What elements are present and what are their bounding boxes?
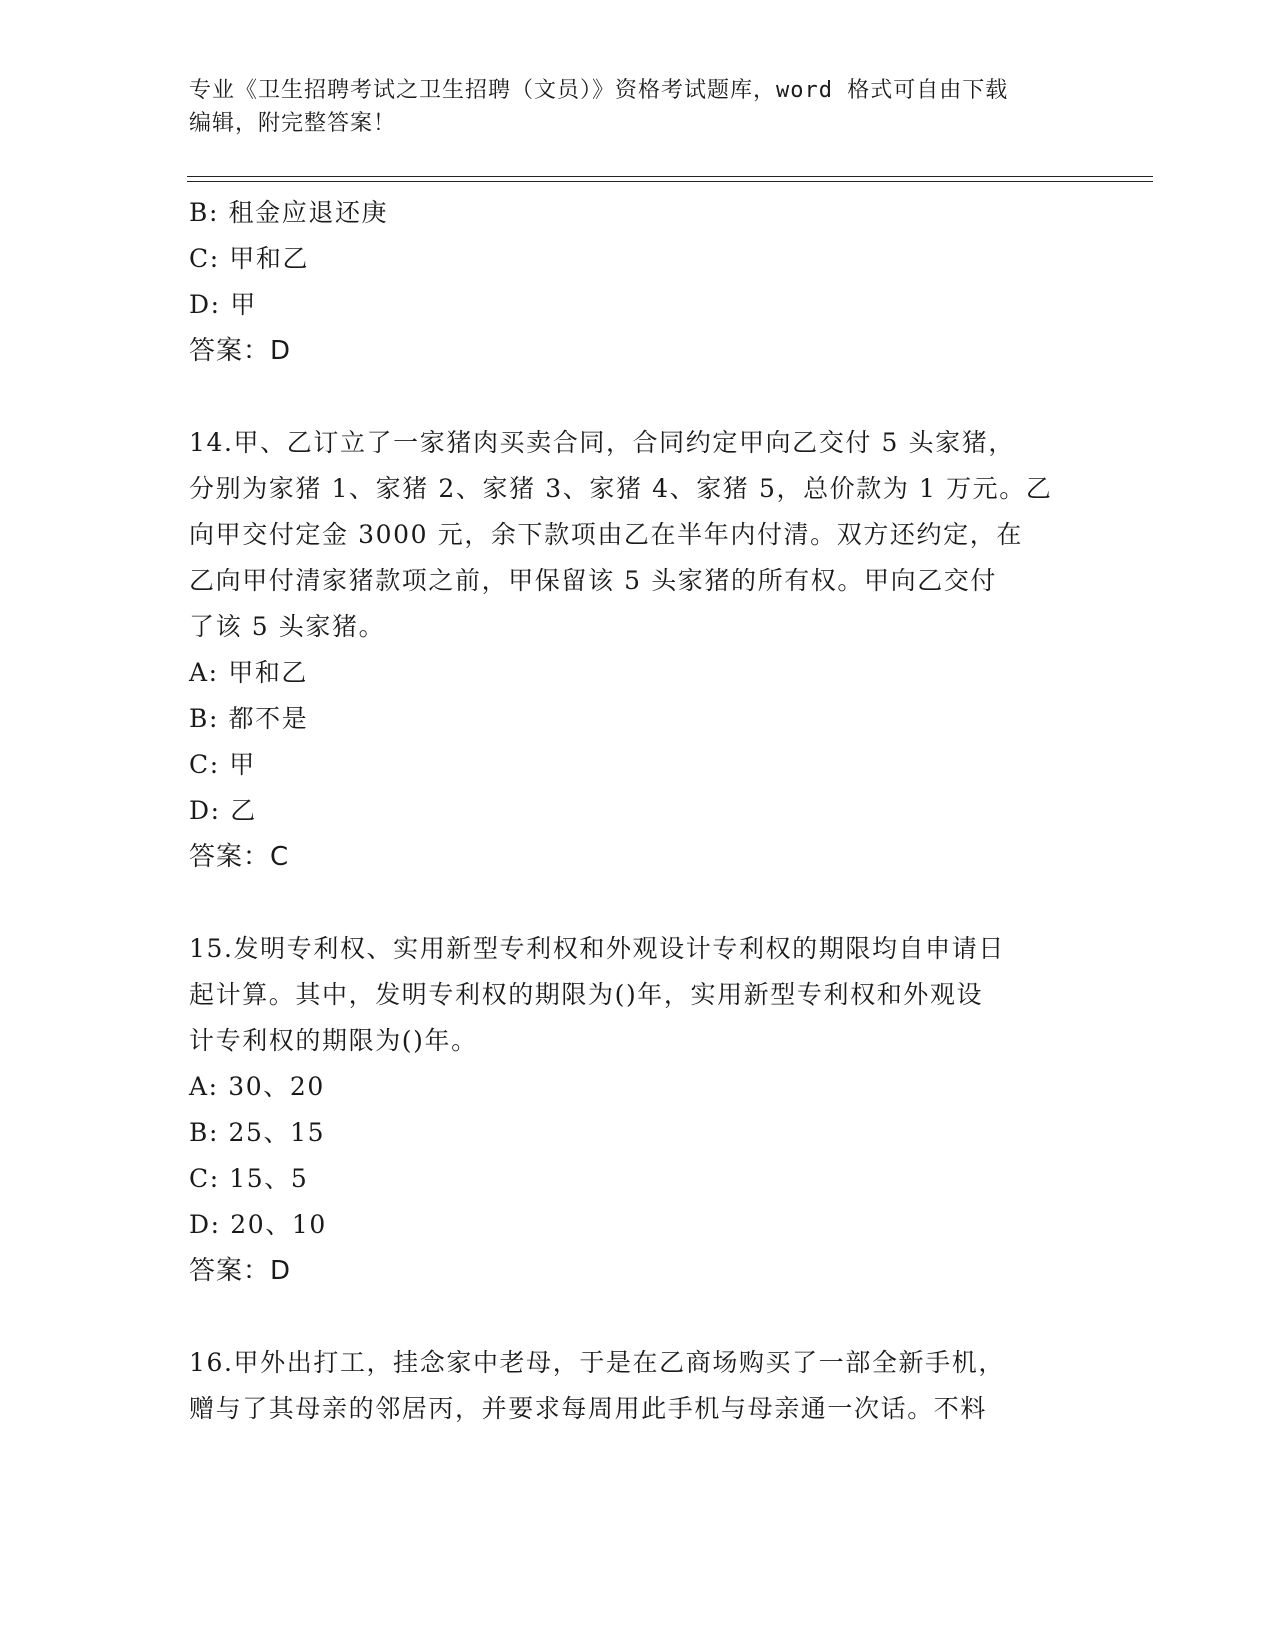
question-text-line: 14.甲、乙订立了一家猪肉买卖合同，合同约定甲向乙交付 5 头家猪， [189,428,1015,457]
question-15 [189,926,1089,1294]
question-text-line: 乙向甲付清家猪款项之前，甲保留该 5 头家猪的所有权。甲向乙交付 [189,566,998,595]
question-16 [189,1340,1089,1432]
header-line-1: 专业《卫生招聘考试之卫生招聘（文员）》资格考试题库，word 格式可自由下载 [189,78,1009,103]
spacer [189,1294,1089,1340]
spacer [189,374,1089,420]
question-14 [189,420,1089,880]
question-text-line: 计专利权的期限为()年。 [189,1026,478,1055]
answer-line: 答案：D [189,1256,292,1286]
question-text-line: 向甲交付定金 3000 元，余下款项由乙在半年内付清。双方还约定，在 [189,520,1023,549]
document-header [189,74,1089,140]
question-text-line: 16.甲外出打工，挂念家中老母，于是在乙商场购买了一部全新手机， [189,1348,1005,1377]
answer-line: 答案：D [189,336,292,366]
option-b: B: 都不是 [189,704,309,733]
option-c: C: 甲 [189,750,256,779]
spacer [189,880,1089,926]
option-b: B: 25、15 [189,1118,326,1147]
question-text-line: 分别为家猪 1、家猪 2、家猪 3、家猪 4、家猪 5，总价款为 1 万元。乙 [189,474,1053,503]
option-d: D: 乙 [189,796,257,825]
option-c: C: 15、5 [189,1164,309,1193]
document-body [189,190,1089,1432]
option-d: D: 20、10 [189,1210,327,1239]
question-text-line: 了该 5 头家猪。 [189,612,386,641]
option-a: A: 30、20 [189,1072,325,1101]
header-divider-bottom [187,181,1153,182]
answer-line: 答案：C [189,842,290,872]
option-b: B: 租金应退还庚 [189,198,389,227]
option-a: A: 甲和乙 [189,658,309,687]
header-divider-top [187,176,1153,177]
option-d: D: 甲 [189,290,257,319]
question-text-line: 15.发明专利权、实用新型专利权和外观设计专利权的期限均自申请日 [189,934,1005,963]
header-line-2: 编辑，附完整答案！ [189,111,397,136]
option-c: C: 甲和乙 [189,244,310,273]
question-13-continued [189,190,1089,374]
question-text-line: 起计算。其中，发明专利权的期限为()年，实用新型专利权和外观设 [189,980,984,1009]
question-text-line: 赠与了其母亲的邻居丙，并要求每周用此手机与母亲通一次话。不料 [189,1394,988,1423]
